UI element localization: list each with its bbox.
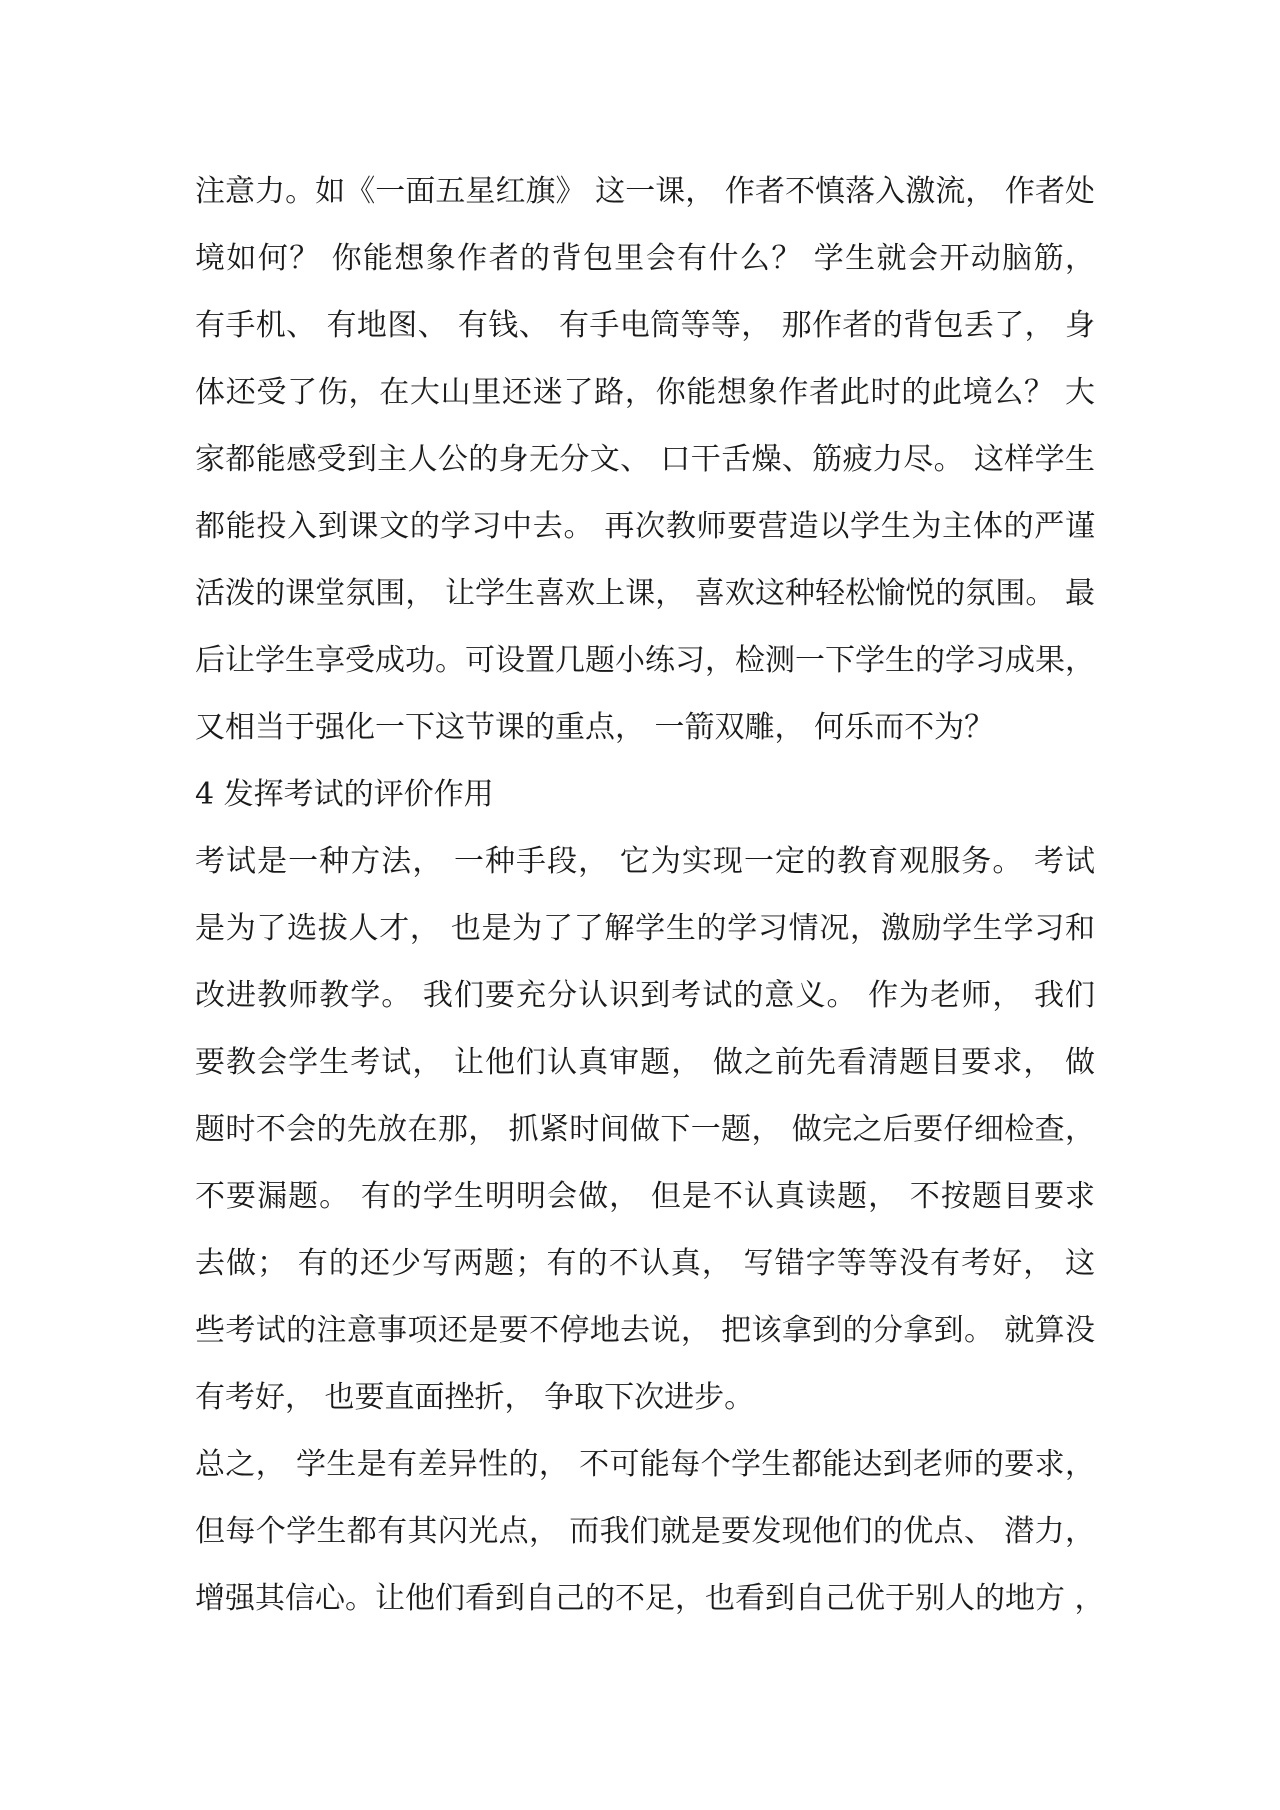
text-line: 考试是一种方法， 一种手段， 它为实现一定的教育观服务。 考试 xyxy=(195,844,1095,879)
paragraph xyxy=(195,158,1095,761)
text-line: 有考好， 也要直面挫折， 争取下次进步。 xyxy=(195,1380,755,1415)
text-line: 总之， 学生是有差异性的， 不可能每个学生都能达到老师的要求， xyxy=(195,1447,1095,1482)
text-line: 去做； 有的还少写两题；有的不认真， 写错字等等没有考好， 这 xyxy=(195,1246,1095,1281)
section-heading xyxy=(195,761,1095,828)
paragraph xyxy=(195,828,1095,1431)
text-line: 改进教师教学。 我们要充分认识到考试的意义。 作为老师， 我们 xyxy=(195,978,1095,1013)
heading-text: 4 发挥考试的评价作用 xyxy=(195,777,494,812)
text-line: 都能投入到课文的学习中去。 再次教师要营造以学生为主体的严谨 xyxy=(195,509,1095,544)
text-line: 体还受了伤，在大山里还迷了路，你能想象作者此时的此境么？ 大 xyxy=(195,375,1095,410)
text-line: 是为了选拔人才， 也是为了了解学生的学习情况，激励学生学习和 xyxy=(195,911,1095,946)
text-line: 后让学生享受成功。可设置几题小练习，检测一下学生的学习成果， xyxy=(195,643,1095,678)
text-line: 增强其信心。让他们看到自己的不足，也看到自己优于别人的地方 ， xyxy=(195,1581,1105,1616)
body-text xyxy=(195,158,1105,1632)
text-line: 不要漏题。 有的学生明明会做， 但是不认真读题， 不按题目要求 xyxy=(195,1179,1095,1214)
text-line: 注意力。如《一面五星红旗》 这一课， 作者不慎落入激流， 作者处 xyxy=(195,174,1095,209)
text-line: 又相当于强化一下这节课的重点， 一箭双雕， 何乐而不为？ xyxy=(195,710,995,745)
text-line: 题时不会的先放在那， 抓紧时间做下一题， 做完之后要仔细检查， xyxy=(195,1112,1095,1147)
text-line: 家都能感受到主人公的身无分文、 口干舌燥、筋疲力尽。 这样学生 xyxy=(195,442,1095,477)
text-line: 有手机、 有地图、 有钱、 有手电筒等等， 那作者的背包丢了， 身 xyxy=(195,308,1095,343)
text-line: 些考试的注意事项还是要不停地去说， 把该拿到的分拿到。 就算没 xyxy=(195,1313,1095,1348)
paragraph xyxy=(195,1431,1105,1632)
text-line: 要教会学生考试， 让他们认真审题， 做之前先看清题目要求， 做 xyxy=(195,1045,1095,1080)
text-line: 活泼的课堂氛围， 让学生喜欢上课， 喜欢这种轻松愉悦的氛围。 最 xyxy=(195,576,1095,611)
text-line: 但每个学生都有其闪光点， 而我们就是要发现他们的优点、 潜力， xyxy=(195,1514,1095,1549)
text-line: 境如何？ 你能想象作者的背包里会有什么？ 学生就会开动脑筋， xyxy=(195,241,1095,276)
